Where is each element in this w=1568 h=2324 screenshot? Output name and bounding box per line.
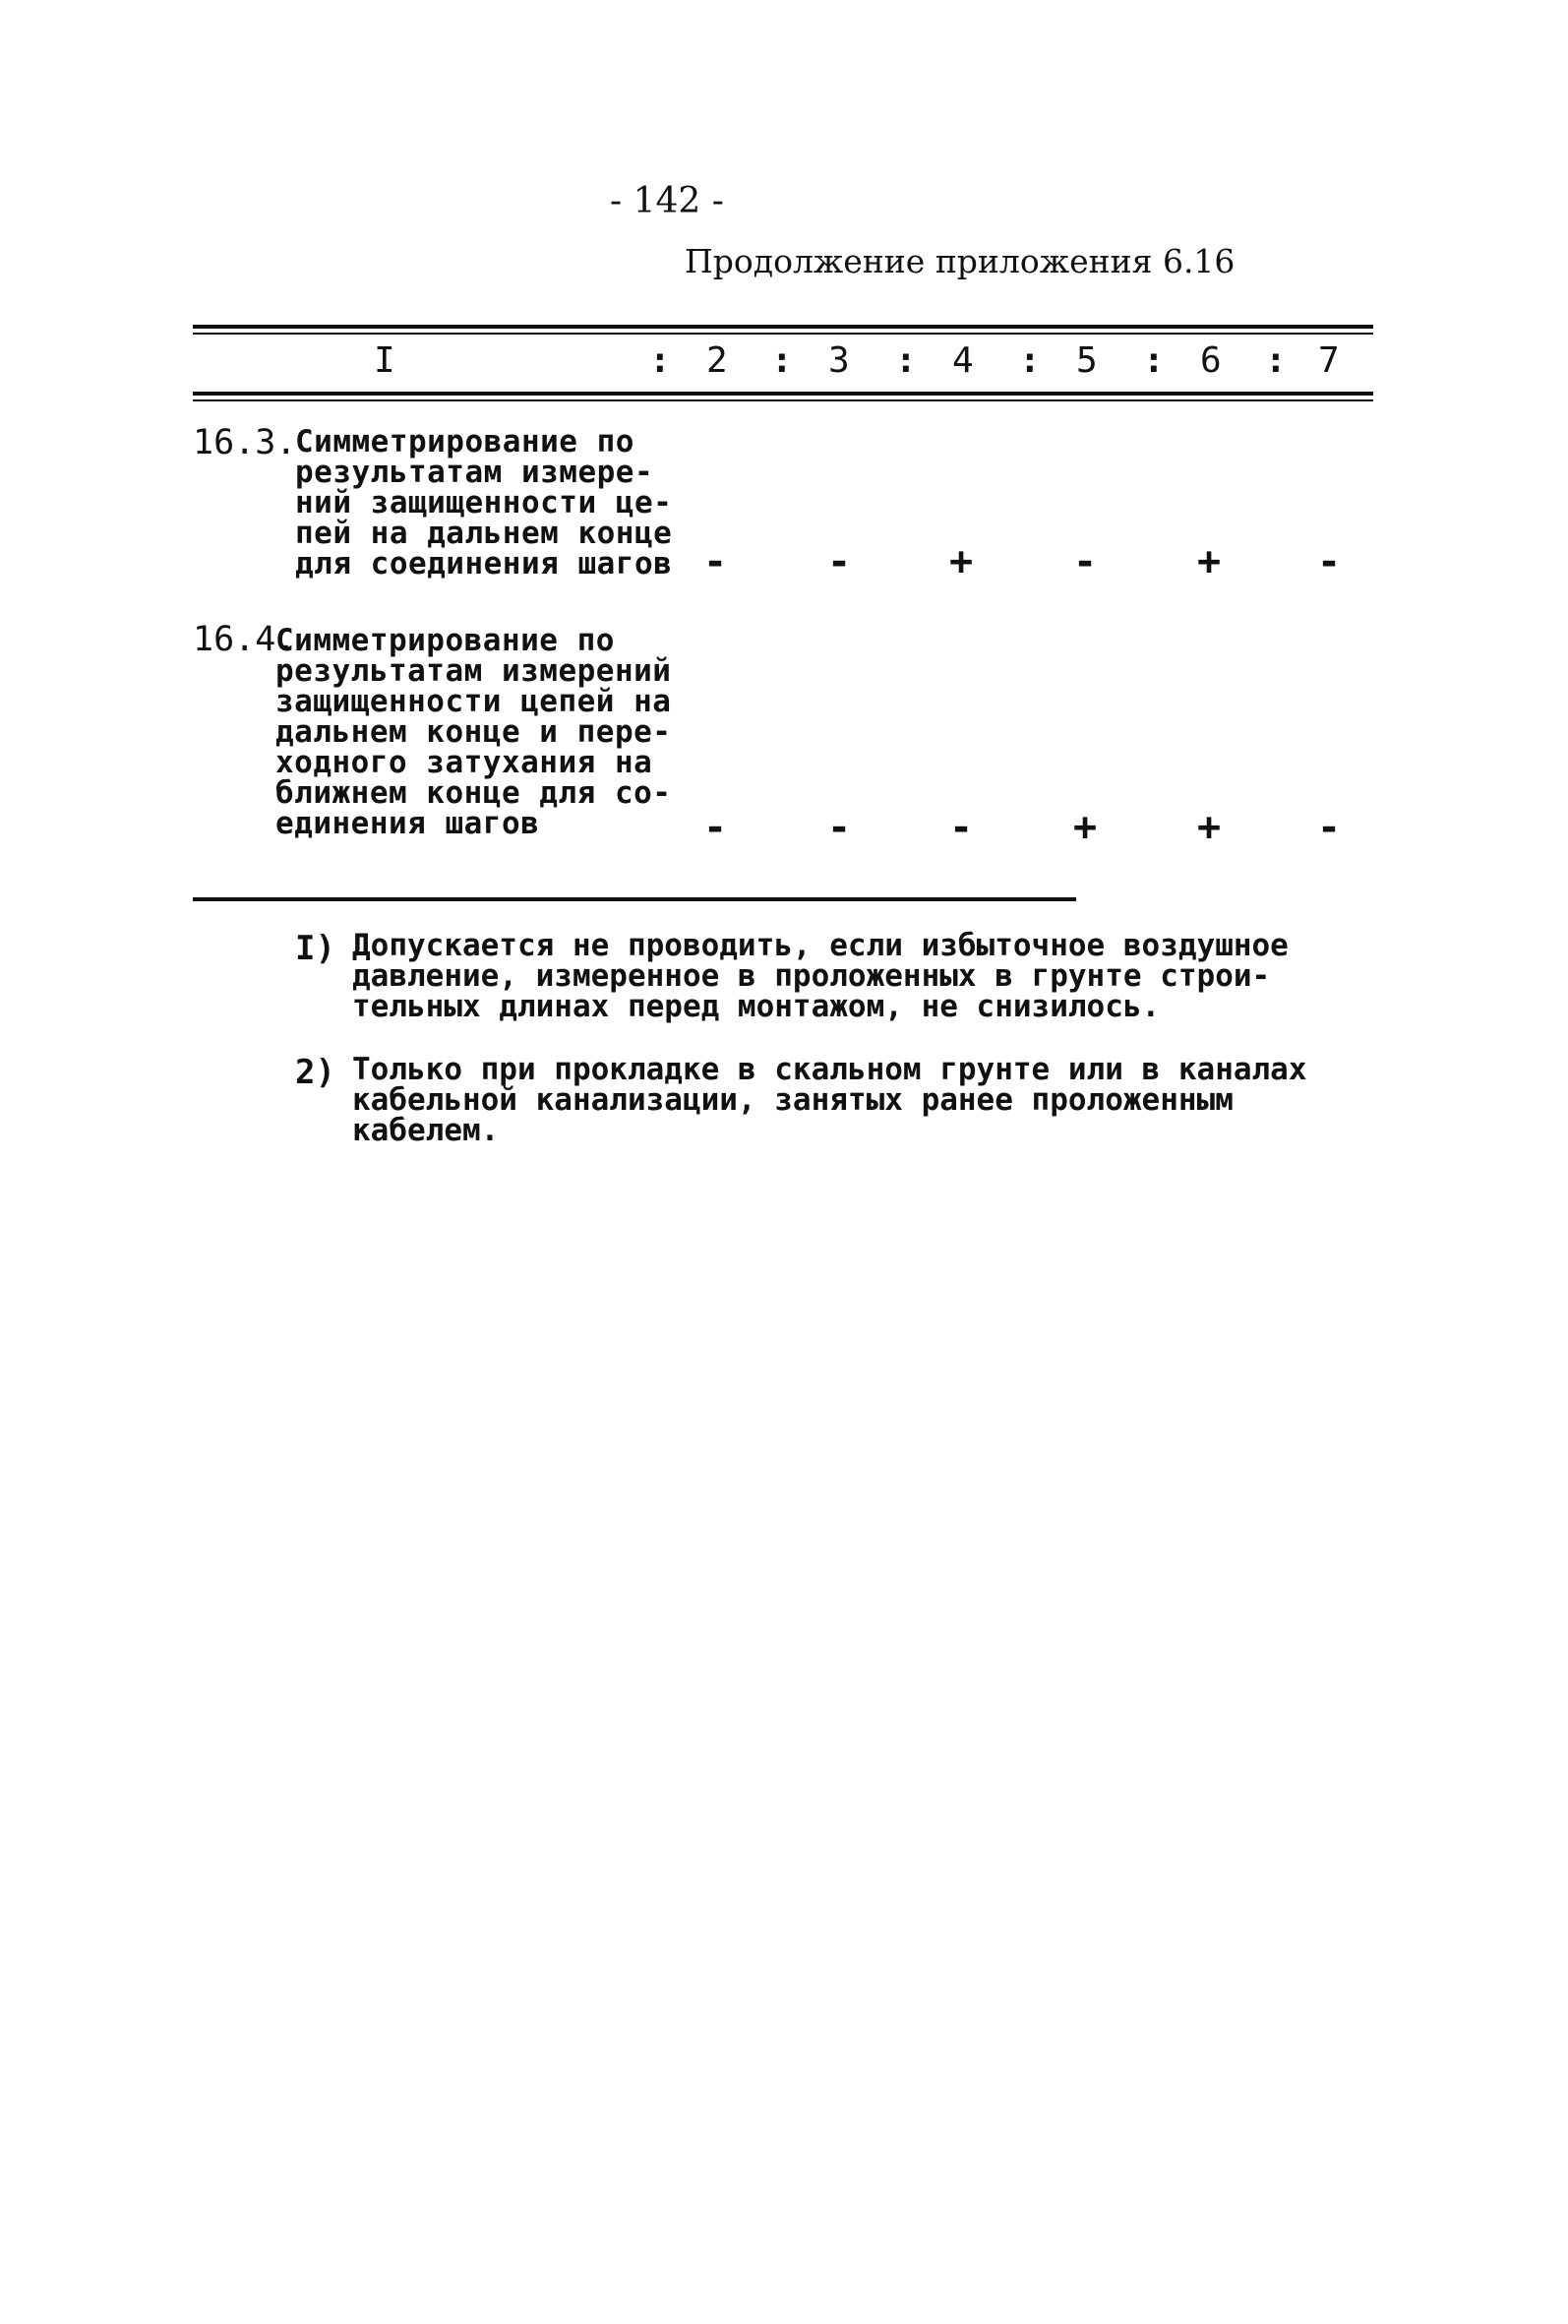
row-number: 16.3. (193, 423, 297, 462)
column-separator: : (1019, 340, 1041, 381)
table-header-rule (193, 392, 1373, 396)
column-header-1: I (374, 340, 395, 381)
column-separator: : (771, 340, 793, 381)
cell-mark: + (1196, 539, 1222, 584)
cell-mark: - (702, 805, 728, 850)
cell-mark: - (1072, 539, 1098, 584)
column-header-2: 2 (706, 340, 728, 381)
column-separator: : (1265, 340, 1287, 381)
table-top-rule (193, 325, 1373, 329)
footnote-mark: I) (295, 929, 335, 968)
cell-mark: - (948, 805, 974, 850)
table-header-rule-thin (193, 399, 1373, 401)
cell-mark: + (1196, 805, 1222, 850)
footnote-text: Допускается не проводить, если избыточное воздушное давление, измеренное в проложенных в грунте строи- тельных длинах перед монтажом, не снизилось. (352, 928, 1289, 1024)
table-top-rule-thin (193, 333, 1373, 335)
column-header-3: 3 (828, 340, 850, 381)
column-header-6: 6 (1200, 340, 1222, 381)
column-separator: : (1143, 340, 1165, 381)
cell-mark: - (1316, 539, 1342, 584)
cell-mark: - (826, 539, 852, 584)
footnote-text: Только при прокладке в скальном грунте или в каналах кабельной канализации, занятых ранее проложенным кабелем. (352, 1052, 1307, 1148)
column-separator: : (649, 340, 671, 381)
row-description: Симметрирование по результатам измере- ний защищенности це- пей на дальнем конце для соединения шагов (295, 424, 673, 581)
cell-mark: - (702, 539, 728, 584)
continuation-title: Продолжение приложения 6.16 (685, 242, 1236, 280)
page-number: - 142 - (610, 181, 724, 221)
table-header-row (0, 340, 1568, 390)
column-header-5: 5 (1076, 340, 1098, 381)
column-separator: : (895, 340, 917, 381)
cell-mark: - (826, 805, 852, 850)
footnote-rule (193, 897, 1076, 901)
cell-mark: - (1316, 805, 1342, 850)
column-header-4: 4 (952, 340, 974, 381)
cell-mark: + (948, 539, 974, 584)
footnote-mark: 2) (295, 1053, 335, 1092)
row-description: Симметрирование по результатам измерений защищенности цепей на дальнем конце и пере- ходного затухания на ближнем конце для со- единения шагов (275, 623, 672, 841)
cell-mark: + (1072, 805, 1098, 850)
column-header-7: 7 (1318, 340, 1340, 381)
row-number: 16.4. (193, 620, 297, 659)
